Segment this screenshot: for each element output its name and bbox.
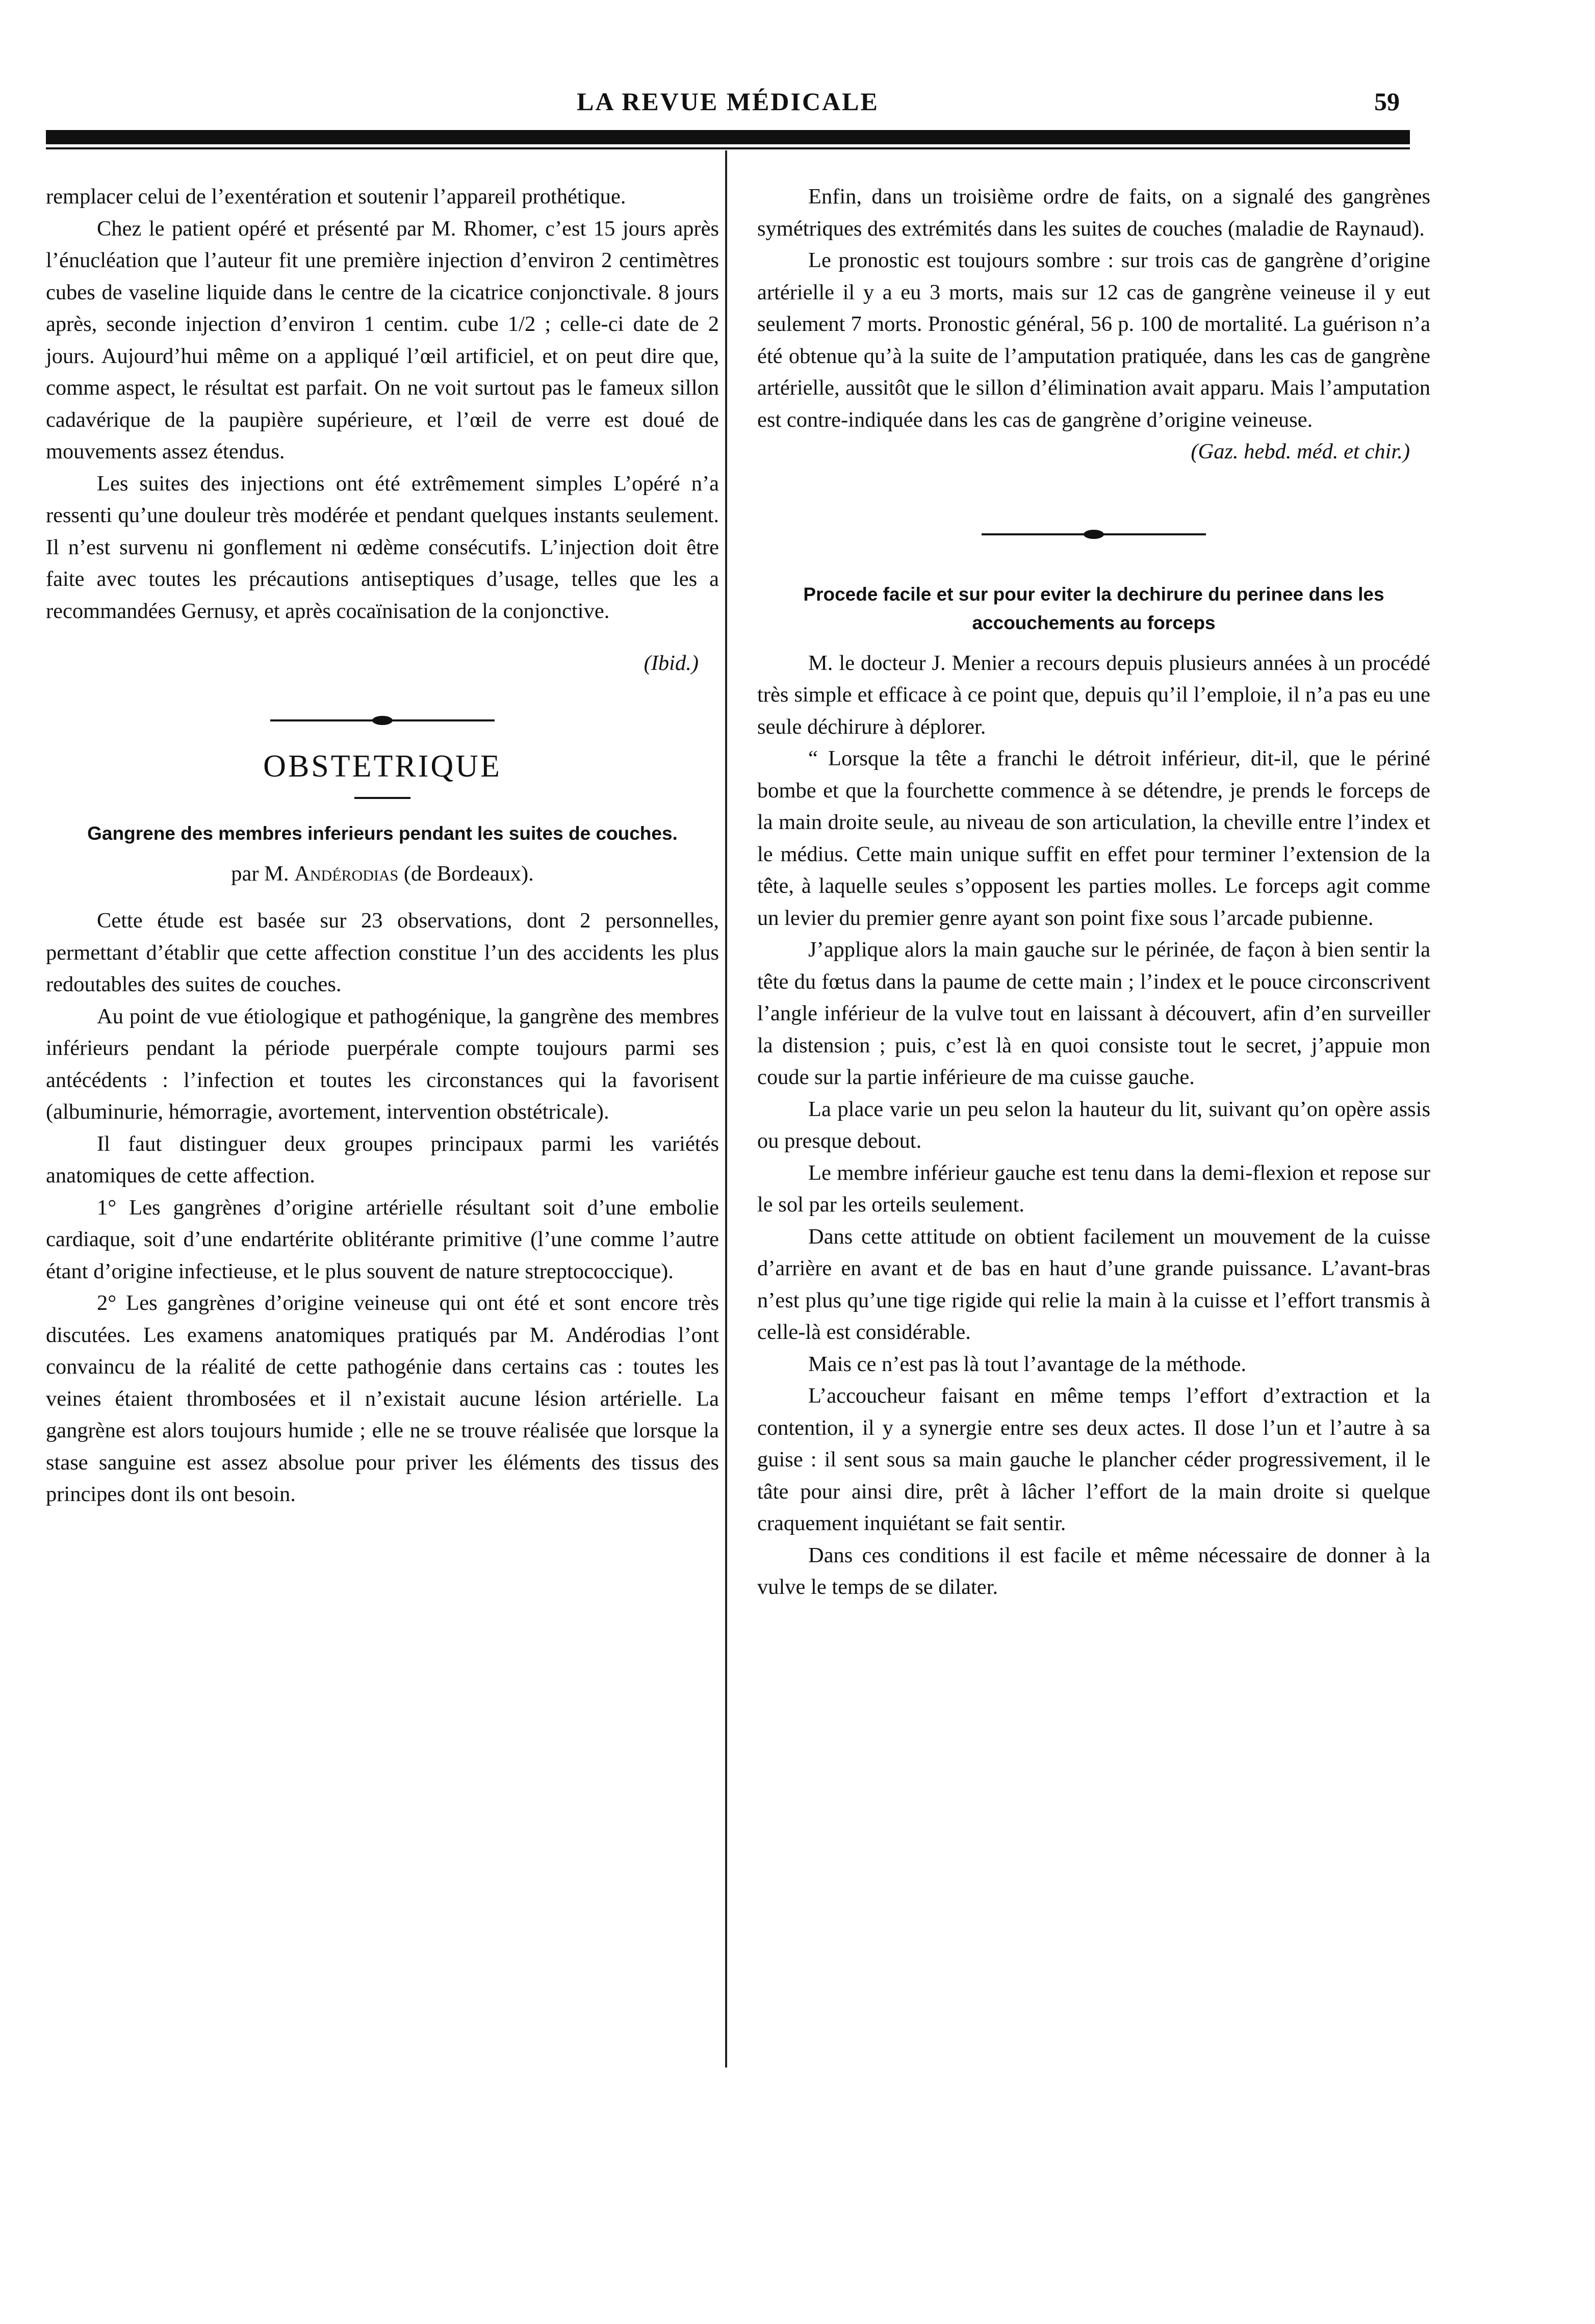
paragraph: Au point de vue étiologique et pathogénique, la gangrène des membres inférieurs pendant la période puerpérale compte toujours parmi ses antécédents : l’infection et toutes les circonstances qui la favorisent (albuminurie, hémorragie, avortement, intervention obstétricale). (46, 1004, 719, 1124)
paragraph: M. le docteur J. Menier a recours depuis plusieurs années à un procédé très simple et efficace à ce point que, depuis qu’il l’emploie, il n’a pas eu une seule déchirure à déplorer. (757, 651, 1430, 739)
source-citation: (Gaz. hebd. méd. et chir.) (1191, 440, 1410, 463)
page-header (46, 87, 1410, 122)
paragraph: Le pronostic est toujours sombre : sur trois cas de gangrène d’origine artérielle il y a eu 3 morts, mais sur 12 cas de gangrène veineuse il y eut seulement 7 morts. Pronostic général, 56 p. 100 de mortalité. La guérison n’a été obtenue qu’à la suite de l’amputation pratiquée, dans les cas de gangrène artérielle, aussitôt que le sillon d’élimination avait apparu. Mais l’amputation est contre-indiquée dans les cas de gangrène d’origine veineuse. (757, 248, 1430, 432)
paragraph: Cette étude est basée sur 23 observations, dont 2 personnelles, permettant d’établir que cette affection constitue l’un des accidents les plus redoutables des suites de couches. (46, 909, 719, 996)
left-column (46, 181, 719, 1511)
right-column (757, 181, 1430, 1604)
paragraph: “ Lorsque la tête a franchi le détroit inférieur, dit-il, que le périné bombe et que la fourchette commence à se détendre, je prends le forceps de la main droite seule, au niveau de son articulation, la cheville entre l’index et le médius. Cette main unique suffit en effet pour terminer l’extension de la tête, à laquelle seules s’opposent les parties molles. Le forceps agit comme un levier du premier genre ayant son point fixe sous l’arcade pubienne. (757, 746, 1430, 930)
ornament-divider (270, 710, 495, 731)
paragraph: remplacer celui de l’exentération et soutenir l’appareil prothétique. (46, 185, 626, 209)
byline: par M. Andérodias (de Bordeaux). (231, 861, 534, 886)
article-title: Procede facile et sur pour eviter la dechirure du perinee dans les accouchements au forceps (803, 583, 1384, 633)
paragraph: Les suites des injections ont été extrêmement simples L’opéré n’a ressenti qu’une douleur très modérée et pendant quelques instants seulement. Il n’est survenu ni gonflement ni œdème consécutifs. L’injection doit être faite avec toutes les précautions antiseptiques d’usage, telles que les a recommandées Gernusy, et après cocaïnisation de la conjonctive. (46, 471, 719, 623)
paragraph: L’accoucheur faisant en même temps l’effort d’extraction et la contention, il y a synergie entre ses deux actes. Il dose l’un et l’autre à sa guise : il sent sous sa main gauche le plancher céder progressivement, il le tâte pour ainsi dire, prêt à lâcher l’effort de la main droite si quelque craquement inquiétant se fait sentir. (757, 1384, 1430, 1535)
header-rule (46, 130, 1410, 144)
page-number: 59 (1374, 87, 1400, 116)
ornament-divider (982, 524, 1206, 545)
running-title: LA REVUE MÉDICALE (577, 87, 879, 116)
section-rule (354, 797, 410, 799)
paragraph: Mais ce n’est pas là tout l’avantage de la méthode. (808, 1352, 1247, 1376)
column-divider (725, 150, 727, 2068)
paragraph: Il faut distinguer deux groupes principaux parmi les variétés anatomiques de cette affection. (46, 1131, 719, 1187)
paragraph: Dans ces conditions il est facile et même nécessaire de donner à la vulve le temps de se dilater. (757, 1543, 1430, 1599)
paragraph: 2° Les gangrènes d’origine veineuse qui ont été et sont encore très discutées. Les examens anatomiques pratiqués par M. Andérodias l’ont convaincu de la réalité de cette pathogénie dans certains cas : toutes les veines étaient thrombosées et il n’existait aucune lésion artérielle. La gangrène est alors toujours humide ; elle ne se trouve réalisée que lorsque la stase sanguine est assez absolue pour priver les éléments des tissus des principes dont ils ont besoin. (46, 1291, 719, 1506)
paragraph: J’applique alors la main gauche sur le périnée, de façon à bien sentir la tête du fœtus dans la paume de cette main ; l’index et le pouce circonscrivent l’angle inférieur de la vulve tout en laissant à découvert, afin d’en surveiller la distension ; puis, c’est là en quoi consiste tout le secret, j’appuie mon coude sur la partie inférieure de ma cuisse gauche. (757, 938, 1430, 1089)
paragraph: 1° Les gangrènes d’origine artérielle résultant soit d’une embolie cardiaque, soit d’une endartérite oblitérante primitive (l’une comme l’autre étant d’origine infectieuse, et le plus souvent de nature streptococcique). (46, 1195, 719, 1283)
section-title: OBSTETRIQUE (263, 748, 502, 784)
source-citation: (Ibid.) (644, 651, 699, 675)
paragraph: Dans cette attitude on obtient facilement un mouvement de la cuisse d’arrière en avant et de bas en haut d’une grande puissance. L’avant-bras n’est plus qu’une tige rigide qui relie la main à la cuisse et l’effort transmis à celle-là est considérable. (757, 1224, 1430, 1344)
paragraph: Chez le patient opéré et présenté par M. Rhomer, c’est 15 jours après l’énucléation que l’auteur fit une première injection d’environ 2 centimètres cubes de vaseline liquide dans le centre de la cicatrice conjonctivale. 8 jours après, seconde injection d’environ 1 centim. cube 1/2 ; celle-ci date de 2 jours. Aujourd’hui même on a appliqué l’œil artificiel, et on peut dire que, comme aspect, le résultat est parfait. On ne voit surtout pas le fameux sillon cadavérique de la paupière supérieure, et l’œil de verre est doué de mouvements assez étendus. (46, 216, 719, 463)
paragraph: La place varie un peu selon la hauteur du lit, suivant qu’on opère assis ou presque debout. (757, 1097, 1430, 1153)
paragraph: Le membre inférieur gauche est tenu dans la demi-flexion et repose sur le sol par les orteils seulement. (757, 1160, 1430, 1217)
article-title: Gangrene des membres inferieurs pendant les suites de couches. (87, 822, 678, 844)
paragraph: Enfin, dans un troisième ordre de faits, on a signalé des gangrènes symétriques des extrémités dans les suites de couches (maladie de Raynaud). (757, 185, 1430, 241)
author-name: Andérodias (294, 861, 399, 886)
